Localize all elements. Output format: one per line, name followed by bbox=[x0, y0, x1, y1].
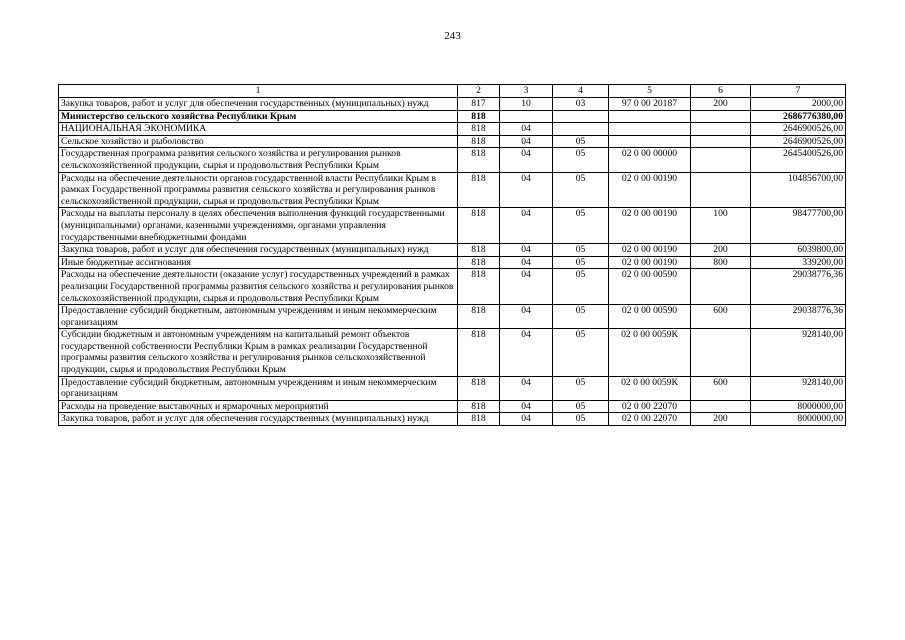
row-name-cell: Закупка товаров, работ и услуг для обеспечения государственных (муниципальных) нужд bbox=[59, 413, 458, 426]
row-expense-type-cell: 600 bbox=[691, 376, 751, 400]
column-header-4: 4 bbox=[553, 85, 609, 98]
row-name-cell: Расходы на обеспечение деятельности (оказание услуг) государственных учреждений в рамках реализации Государственной программы развития сельского хозяйства и регулирования рынков сельскохозяйственной продукции, сырья и продовольствия Республики Крым bbox=[59, 269, 458, 305]
row-section-cell: 04 bbox=[500, 305, 553, 329]
row-amount-cell: 2645400526,00 bbox=[751, 148, 846, 172]
row-target-article-cell: 02 0 00 00190 bbox=[609, 244, 691, 257]
row-code-cell: 818 bbox=[458, 148, 500, 172]
row-code-cell: 817 bbox=[458, 98, 500, 111]
table-row bbox=[59, 110, 846, 123]
row-section-cell: 04 bbox=[500, 244, 553, 257]
table-row bbox=[59, 269, 846, 305]
row-name-cell: НАЦИОНАЛЬНАЯ ЭКОНОМИКА bbox=[59, 123, 458, 136]
row-expense-type-cell bbox=[691, 400, 751, 413]
column-header-7: 7 bbox=[751, 85, 846, 98]
row-amount-cell: 2646900526,00 bbox=[751, 123, 846, 136]
row-subsection-cell: 05 bbox=[553, 329, 609, 376]
row-subsection-cell: 05 bbox=[553, 413, 609, 426]
table-row bbox=[59, 305, 846, 329]
row-target-article-cell: 02 0 00 00190 bbox=[609, 256, 691, 269]
table-row bbox=[59, 98, 846, 111]
row-name-cell: Иные бюджетные ассигнования bbox=[59, 256, 458, 269]
row-expense-type-cell: 200 bbox=[691, 413, 751, 426]
row-code-cell: 818 bbox=[458, 413, 500, 426]
row-name-cell: Предоставление субсидий бюджетным, автономным учреждениям и иным некоммерческим организациям bbox=[59, 305, 458, 329]
row-subsection-cell bbox=[553, 110, 609, 123]
row-section-cell: 04 bbox=[500, 123, 553, 136]
row-section-cell: 04 bbox=[500, 208, 553, 244]
row-name-cell: Сельское хозяйство и рыболовство bbox=[59, 135, 458, 148]
row-section-cell: 10 bbox=[500, 98, 553, 111]
row-target-article-cell: 02 0 00 00190 bbox=[609, 172, 691, 208]
row-expense-type-cell bbox=[691, 172, 751, 208]
row-subsection-cell: 05 bbox=[553, 305, 609, 329]
table-row bbox=[59, 172, 846, 208]
row-section-cell: 04 bbox=[500, 329, 553, 376]
row-amount-cell: 339200,00 bbox=[751, 256, 846, 269]
row-code-cell: 818 bbox=[458, 329, 500, 376]
row-code-cell: 818 bbox=[458, 135, 500, 148]
row-subsection-cell: 05 bbox=[553, 148, 609, 172]
row-target-article-cell: 02 0 00 00000 bbox=[609, 148, 691, 172]
row-code-cell: 818 bbox=[458, 256, 500, 269]
row-subsection-cell: 05 bbox=[553, 400, 609, 413]
row-subsection-cell: 05 bbox=[553, 376, 609, 400]
row-target-article-cell: 02 0 00 0059К bbox=[609, 329, 691, 376]
table-row bbox=[59, 329, 846, 376]
row-code-cell: 818 bbox=[458, 110, 500, 123]
row-name-cell: Расходы на проведение выставочных и ярмарочных мероприятий bbox=[59, 400, 458, 413]
column-header-5: 5 bbox=[609, 85, 691, 98]
row-name-cell: Субсидии бюджетным и автономным учреждениям на капитальный ремонт объектов государственной собственности Республики Крым в рамках реализации Государственной программы развития сельского хозяйства и регулирования рынков сельскохозяйственной продукции, сырья и продовольствия Республики Крым bbox=[59, 329, 458, 376]
row-subsection-cell: 05 bbox=[553, 172, 609, 208]
row-code-cell: 818 bbox=[458, 305, 500, 329]
table-body bbox=[59, 98, 846, 426]
row-subsection-cell: 05 bbox=[553, 269, 609, 305]
table-row bbox=[59, 135, 846, 148]
row-section-cell: 04 bbox=[500, 376, 553, 400]
row-code-cell: 818 bbox=[458, 376, 500, 400]
row-expense-type-cell bbox=[691, 329, 751, 376]
row-target-article-cell bbox=[609, 123, 691, 136]
row-subsection-cell: 05 bbox=[553, 256, 609, 269]
column-header-2: 2 bbox=[458, 85, 500, 98]
row-section-cell: 04 bbox=[500, 148, 553, 172]
table-header-row bbox=[59, 85, 846, 98]
row-section-cell bbox=[500, 110, 553, 123]
row-amount-cell: 2000,00 bbox=[751, 98, 846, 111]
row-amount-cell: 6039800,00 bbox=[751, 244, 846, 257]
row-amount-cell: 8000000,00 bbox=[751, 413, 846, 426]
row-amount-cell: 98477700,00 bbox=[751, 208, 846, 244]
row-amount-cell: 29038776,36 bbox=[751, 269, 846, 305]
row-name-cell: Закупка товаров, работ и услуг для обеспечения государственных (муниципальных) нужд bbox=[59, 244, 458, 257]
row-subsection-cell: 05 bbox=[553, 135, 609, 148]
row-code-cell: 818 bbox=[458, 400, 500, 413]
row-expense-type-cell: 600 bbox=[691, 305, 751, 329]
page-number: 243 bbox=[444, 30, 461, 42]
column-header-1: 1 bbox=[59, 85, 458, 98]
row-target-article-cell: 02 0 00 0059К bbox=[609, 376, 691, 400]
row-subsection-cell: 05 bbox=[553, 244, 609, 257]
table-row bbox=[59, 413, 846, 426]
row-expense-type-cell bbox=[691, 123, 751, 136]
table-row bbox=[59, 400, 846, 413]
row-section-cell: 04 bbox=[500, 413, 553, 426]
row-name-cell: Закупка товаров, работ и услуг для обеспечения государственных (муниципальных) нужд bbox=[59, 98, 458, 111]
table-row bbox=[59, 244, 846, 257]
row-expense-type-cell bbox=[691, 148, 751, 172]
row-amount-cell: 928140,00 bbox=[751, 376, 846, 400]
row-code-cell: 818 bbox=[458, 269, 500, 305]
column-header-3: 3 bbox=[500, 85, 553, 98]
row-name-cell: Расходы на обеспечение деятельности органов государственной власти Республики Крым в рамках Государственной программы развития сельского хозяйства и регулирования рынков сельскохозяйственной продукции, сырья и продовольствия Республики Крым bbox=[59, 172, 458, 208]
row-subsection-cell bbox=[553, 123, 609, 136]
table-row bbox=[59, 123, 846, 136]
row-target-article-cell: 97 0 00 20187 bbox=[609, 98, 691, 111]
row-name-cell: Расходы на выплаты персоналу в целях обеспечения выполнения функций государственными (муниципальными) органами, казенными учреждениями, органами управления государственными внебюджетными фондами bbox=[59, 208, 458, 244]
row-amount-cell: 2686776380,00 bbox=[751, 110, 846, 123]
row-section-cell: 04 bbox=[500, 135, 553, 148]
row-amount-cell: 8000000,00 bbox=[751, 400, 846, 413]
row-section-cell: 04 bbox=[500, 172, 553, 208]
row-subsection-cell: 05 bbox=[553, 208, 609, 244]
row-target-article-cell: 02 0 00 00590 bbox=[609, 305, 691, 329]
row-code-cell: 818 bbox=[458, 172, 500, 208]
row-subsection-cell: 03 bbox=[553, 98, 609, 111]
row-expense-type-cell bbox=[691, 110, 751, 123]
row-target-article-cell: 02 0 00 22070 bbox=[609, 400, 691, 413]
row-expense-type-cell: 100 bbox=[691, 208, 751, 244]
row-target-article-cell bbox=[609, 135, 691, 148]
row-name-cell: Государственная программа развития сельского хозяйства и регулирования рынков сельскохозяйственной продукции, сырья и продовольствия Республики Крым bbox=[59, 148, 458, 172]
row-target-article-cell bbox=[609, 110, 691, 123]
row-amount-cell: 104856700,00 bbox=[751, 172, 846, 208]
row-expense-type-cell: 200 bbox=[691, 98, 751, 111]
row-amount-cell: 928140,00 bbox=[751, 329, 846, 376]
row-code-cell: 818 bbox=[458, 208, 500, 244]
table-row bbox=[59, 376, 846, 400]
row-code-cell: 818 bbox=[458, 244, 500, 257]
row-section-cell: 04 bbox=[500, 269, 553, 305]
row-target-article-cell: 02 0 00 22070 bbox=[609, 413, 691, 426]
row-target-article-cell: 02 0 00 00590 bbox=[609, 269, 691, 305]
row-amount-cell: 29038776,36 bbox=[751, 305, 846, 329]
row-name-cell: Предоставление субсидий бюджетным, автономным учреждениям и иным некоммерческим организациям bbox=[59, 376, 458, 400]
row-expense-type-cell: 200 bbox=[691, 244, 751, 257]
table-row bbox=[59, 148, 846, 172]
column-header-6: 6 bbox=[691, 85, 751, 98]
row-section-cell: 04 bbox=[500, 256, 553, 269]
row-expense-type-cell bbox=[691, 269, 751, 305]
row-expense-type-cell bbox=[691, 135, 751, 148]
row-code-cell: 818 bbox=[458, 123, 500, 136]
row-target-article-cell: 02 0 00 00190 bbox=[609, 208, 691, 244]
row-name-cell: Министерство сельского хозяйства Республики Крым bbox=[59, 110, 458, 123]
table-row bbox=[59, 208, 846, 244]
row-expense-type-cell: 800 bbox=[691, 256, 751, 269]
row-amount-cell: 2646900526,00 bbox=[751, 135, 846, 148]
budget-table bbox=[58, 84, 846, 426]
table-row bbox=[59, 256, 846, 269]
row-section-cell: 04 bbox=[500, 400, 553, 413]
